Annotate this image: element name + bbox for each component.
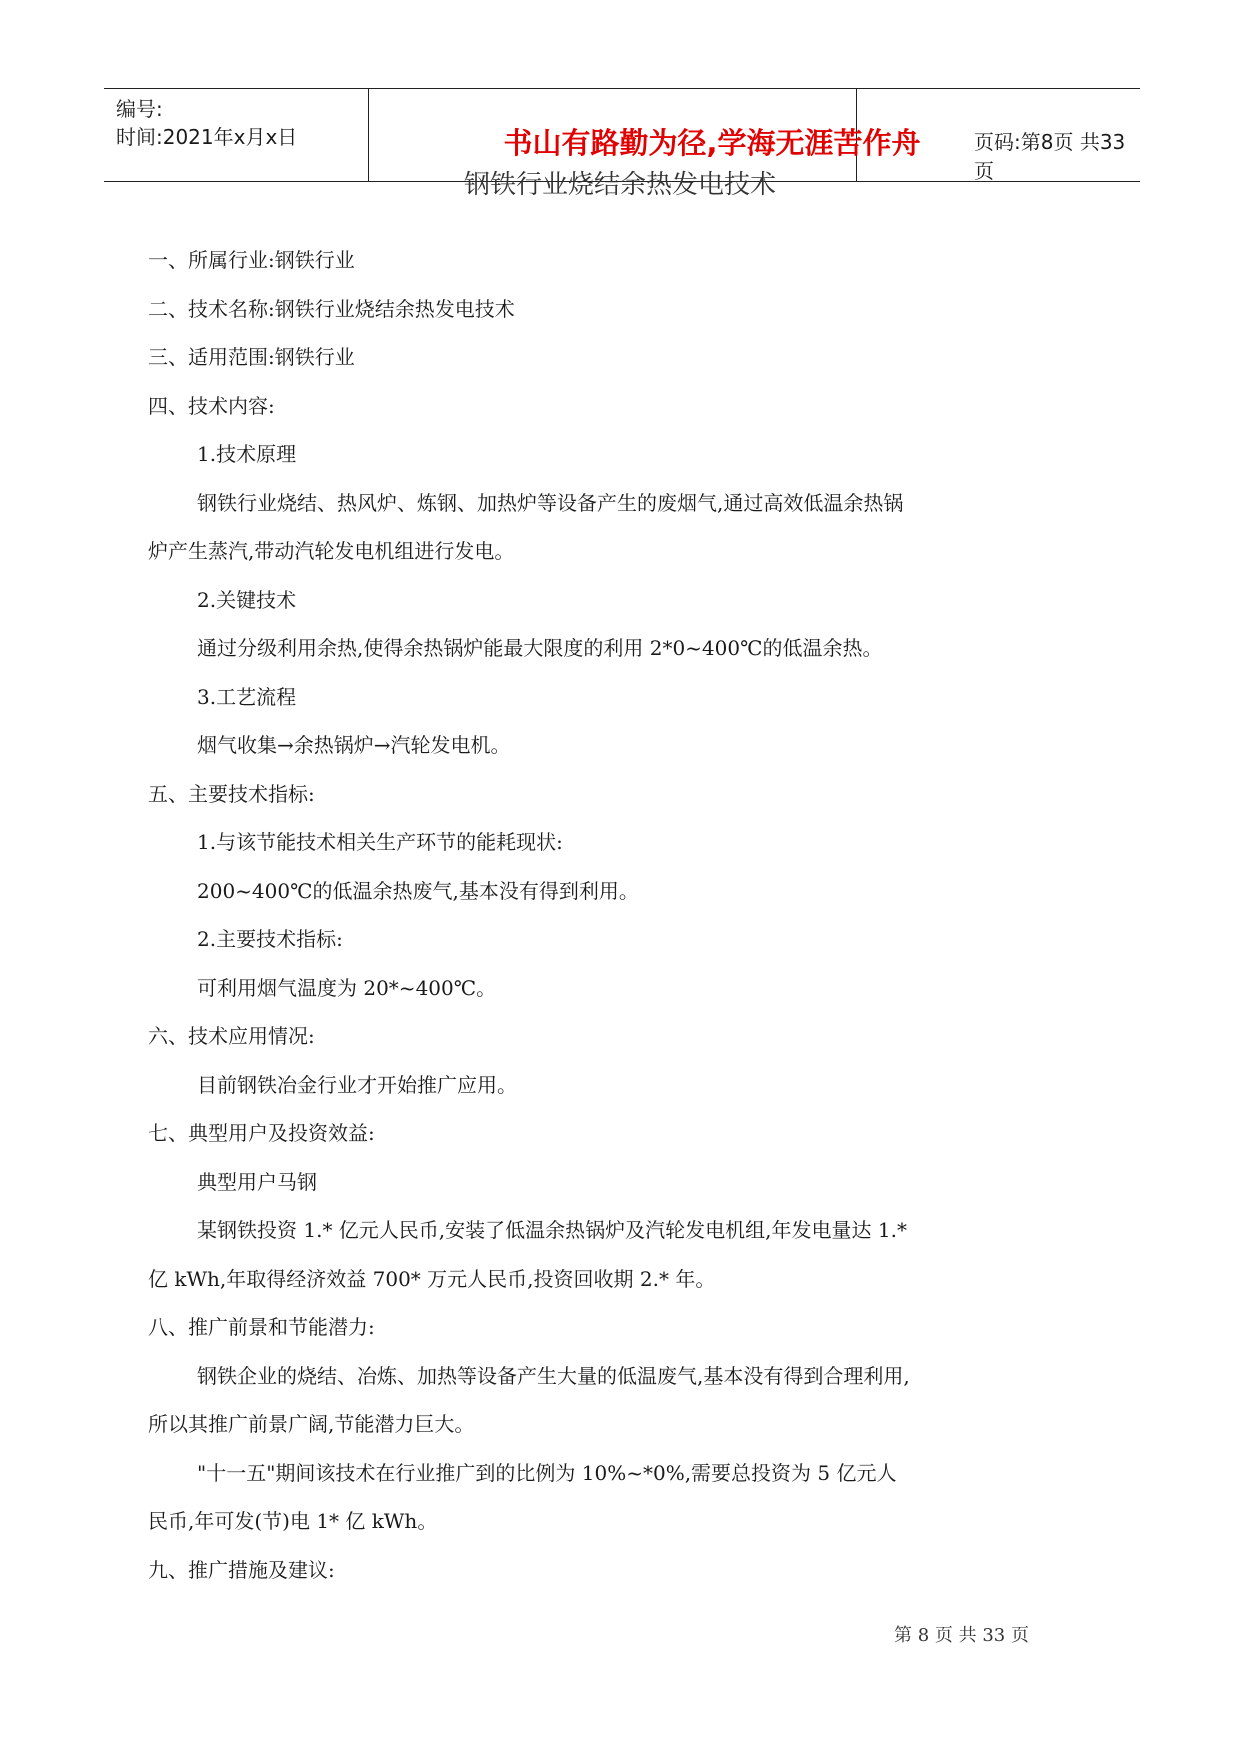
- header-motto: 书山有路勤为径,学海无涯苦作舟: [503, 126, 921, 160]
- section-heading: 九、推广措施及建议:: [148, 1557, 335, 1582]
- paragraph-line: 某钢铁投资 1.* 亿元人民币,安装了低温余热锅炉及汽轮发电机组,年发电量达 1.*: [197, 1218, 907, 1242]
- paragraph-line: 钢铁行业烧结、热风炉、炼钢、加热炉等设备产生的废烟气,通过高效低温余热锅: [197, 490, 904, 515]
- subsection-heading: 2.关键技术: [197, 587, 297, 612]
- doc-time-label: 时间:2021年x月x日: [116, 125, 298, 149]
- subsection-heading: 3.工艺流程: [197, 684, 297, 709]
- doc-number-label: 编号:: [116, 97, 163, 121]
- section-heading: 五、主要技术指标:: [148, 781, 315, 806]
- header-page-label: 页码:第8页 共33页: [974, 130, 1126, 183]
- subsection-heading: 1.技术原理: [197, 442, 297, 466]
- section-heading: 六、技术应用情况:: [148, 1024, 315, 1048]
- paragraph-line: 钢铁企业的烧结、冶炼、加热等设备产生大量的低温废气,基本没有得到合理利用,: [197, 1363, 910, 1388]
- section-heading: 四、技术内容:: [148, 393, 275, 418]
- paragraph-line: "十一五"期间该技术在行业推广到的比例为 10%~*0%,需要总投资为 5 亿元人: [197, 1460, 897, 1485]
- document-body: [148, 236, 1008, 1594]
- paragraph-line: 所以其推广前景广阔,节能潜力巨大。: [148, 1412, 475, 1436]
- paragraph-line: 亿 kWh,年取得经济效益 700* 万元人民币,投资回收期 2.* 年。: [148, 1266, 716, 1291]
- paragraph-line: 民币,年可发(节)电 1* 亿 kWh。: [148, 1509, 438, 1533]
- paragraph-line: 200~400℃的低温余热废气,基本没有得到利用。: [197, 878, 639, 903]
- subsection-heading: 1.与该节能技术相关生产环节的能耗现状:: [197, 830, 563, 854]
- page-footer: 第 8 页 共 33 页: [894, 1625, 1029, 1646]
- subsection-heading: 2.主要技术指标:: [197, 927, 343, 951]
- paragraph-line: 烟气收集→余热锅炉→汽轮发电机。: [197, 733, 511, 757]
- section-heading: 一、所属行业:钢铁行业: [148, 248, 355, 272]
- paragraph-line: 典型用户马钢: [197, 1169, 317, 1194]
- paragraph-line: 炉产生蒸汽,带动汽轮发电机组进行发电。: [148, 539, 515, 563]
- header-left: [116, 95, 297, 151]
- section-heading: 三、适用范围:钢铁行业: [148, 345, 355, 369]
- section-heading: 二、技术名称:钢铁行业烧结余热发电技术: [148, 296, 515, 321]
- section-heading: 八、推广前景和节能潜力:: [148, 1315, 375, 1339]
- paragraph-line: 通过分级利用余热,使得余热锅炉能最大限度的利用 2*0~400℃的低温余热。: [197, 636, 883, 660]
- paragraph-line: 目前钢铁冶金行业才开始推广应用。: [197, 1072, 517, 1097]
- section-heading: 七、典型用户及投资效益:: [148, 1121, 375, 1145]
- document-title: 钢铁行业烧结余热发电技术: [463, 170, 776, 200]
- paragraph-line: 可利用烟气温度为 20*~400℃。: [197, 975, 497, 1000]
